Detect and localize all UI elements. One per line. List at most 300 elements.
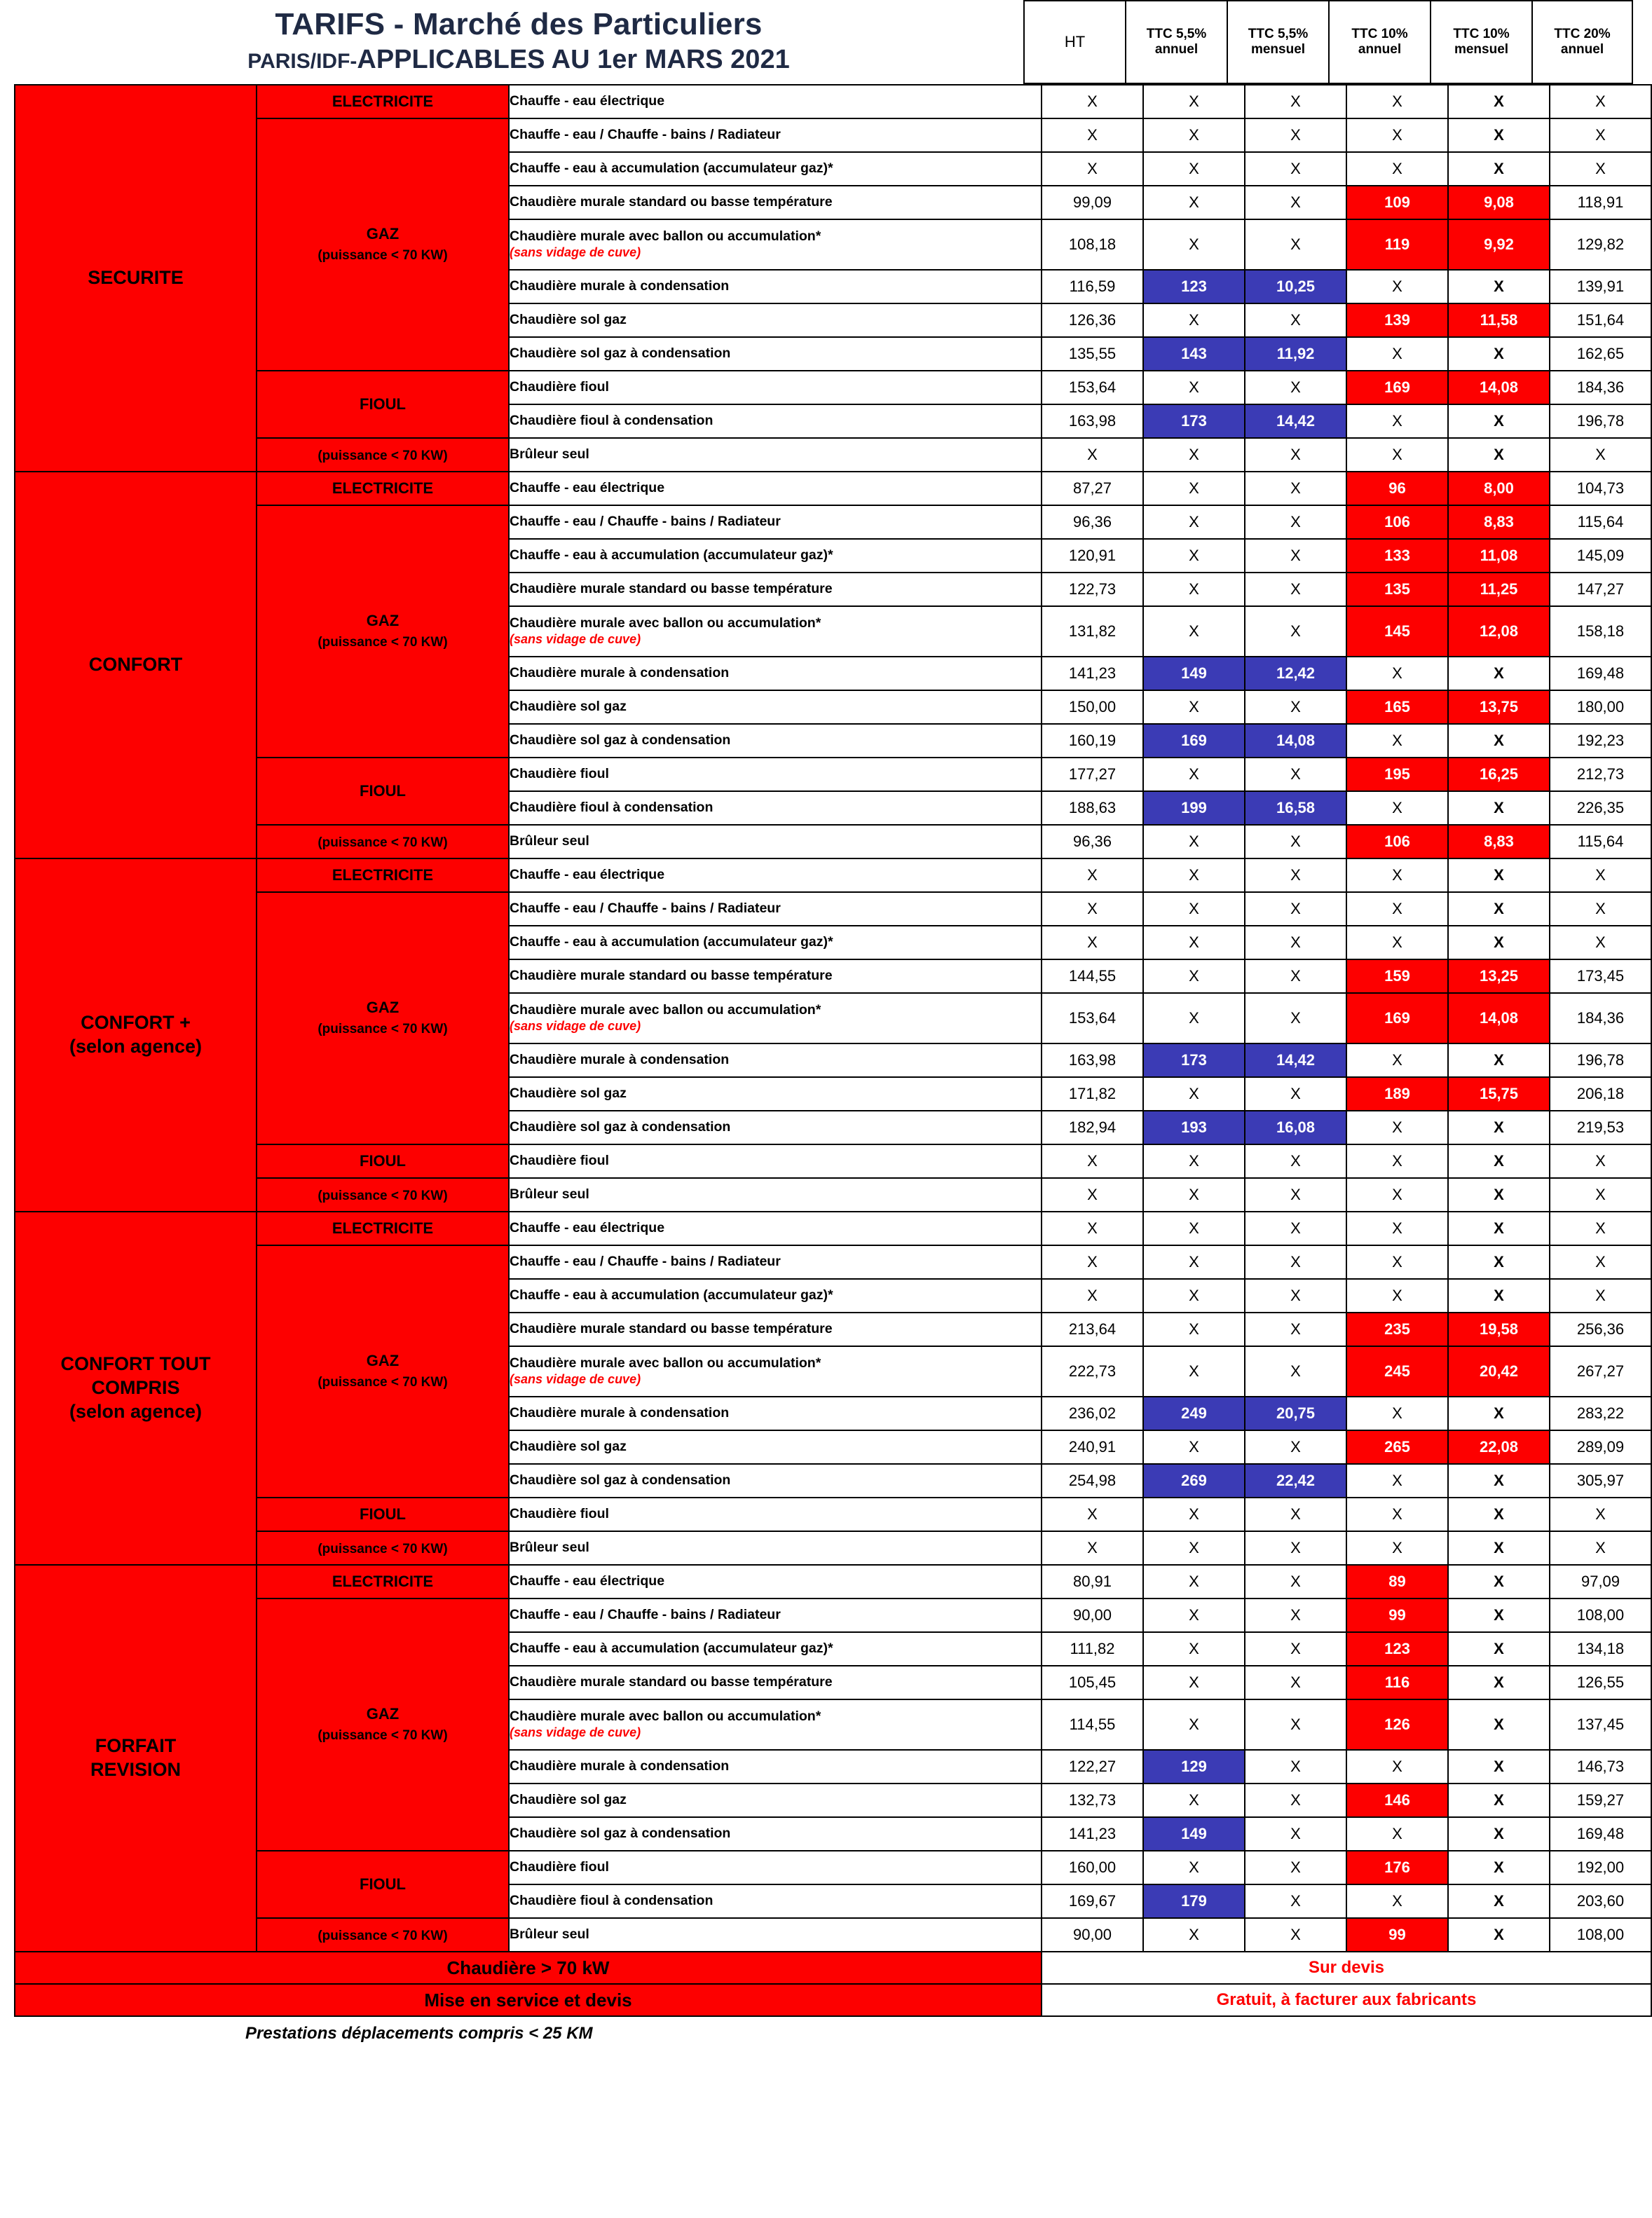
value-cell-1: X [1143,1531,1245,1565]
column-header-1: TTC 5,5% annuel [1125,0,1227,84]
value-cell-0: X [1042,1279,1143,1313]
value-cell-5: 129,82 [1550,219,1651,270]
value-cell-4: X [1448,1884,1550,1918]
value-cell-2: X [1245,690,1346,724]
row-description: Chaudière murale avec ballon ou accumulation* (sans vidage de cuve) [509,606,1042,657]
value-cell-2: X [1245,1599,1346,1632]
value-cell-2: 11,92 [1245,337,1346,371]
value-cell-1: X [1143,438,1245,472]
column-header-5: TTC 20% annuel [1531,0,1633,84]
value-cell-4: 15,75 [1448,1077,1550,1111]
value-cell-1: X [1143,505,1245,539]
value-cell-2: X [1245,303,1346,337]
value-cell-3: X [1346,1884,1448,1918]
value-cell-5: X [1550,1245,1651,1279]
row-description: Chaudière sol gaz à condensation [509,1464,1042,1498]
value-cell-1: 193 [1143,1111,1245,1144]
value-cell-4: X [1448,724,1550,758]
value-cell-4: X [1448,438,1550,472]
value-cell-1: 169 [1143,724,1245,758]
value-cell-0: 122,27 [1042,1750,1143,1784]
value-cell-2: X [1245,186,1346,219]
value-cell-3: X [1346,270,1448,303]
value-cell-1: X [1143,1498,1245,1531]
value-cell-0: 160,19 [1042,724,1143,758]
value-cell-0: 177,27 [1042,758,1143,791]
value-cell-0: 169,67 [1042,1884,1143,1918]
value-cell-2: X [1245,892,1346,926]
value-cell-3: X [1346,892,1448,926]
value-cell-2: X [1245,1144,1346,1178]
value-cell-3: 145 [1346,606,1448,657]
row-description: Brûleur seul [509,1178,1042,1212]
value-cell-1: X [1143,1599,1245,1632]
value-cell-3: 159 [1346,959,1448,993]
value-cell-3: X [1346,1212,1448,1245]
value-cell-4: X [1448,1464,1550,1498]
value-cell-0: X [1042,1498,1143,1531]
value-cell-0: X [1042,85,1143,118]
value-cell-3: 165 [1346,690,1448,724]
value-cell-4: X [1448,657,1550,690]
row-description: Chaudière fioul à condensation [509,404,1042,438]
value-cell-2: X [1245,825,1346,858]
value-cell-4: X [1448,926,1550,959]
value-cell-2: 16,58 [1245,791,1346,825]
value-cell-2: X [1245,1212,1346,1245]
value-cell-0: 160,00 [1042,1851,1143,1884]
value-cell-5: 158,18 [1550,606,1651,657]
value-cell-5: X [1550,892,1651,926]
row-description: Chaudière fioul [509,1498,1042,1531]
value-cell-0: 153,64 [1042,371,1143,404]
row-description: Chaudière fioul à condensation [509,1884,1042,1918]
footer-row-chaudiere [15,1952,1651,1984]
value-cell-0: 90,00 [1042,1599,1143,1632]
value-cell-2: X [1245,1750,1346,1784]
row-description: Chaudière fioul à condensation [509,791,1042,825]
value-cell-3: X [1346,1750,1448,1784]
value-cell-2: X [1245,1245,1346,1279]
value-cell-5: 219,53 [1550,1111,1651,1144]
row-description: Chaudière murale à condensation [509,657,1042,690]
energy-label-fioul: FIOUL [257,758,509,825]
value-cell-1: X [1143,858,1245,892]
value-cell-4: X [1448,404,1550,438]
value-cell-4: X [1448,1279,1550,1313]
value-cell-4: 14,08 [1448,993,1550,1043]
value-cell-2: 14,42 [1245,1043,1346,1077]
row-description: Chauffe - eau électrique [509,858,1042,892]
table-row [15,858,1651,892]
value-cell-5: 169,48 [1550,1817,1651,1851]
row-description: Chauffe - eau à accumulation (accumulateur gaz)* [509,539,1042,573]
value-cell-2: X [1245,993,1346,1043]
value-cell-3: 116 [1346,1666,1448,1699]
column-headers [1023,0,1633,84]
energy-label-electricite: ELECTRICITE [257,85,509,118]
value-cell-3: X [1346,404,1448,438]
value-cell-2: X [1245,85,1346,118]
value-cell-3: 195 [1346,758,1448,791]
value-cell-3: X [1346,926,1448,959]
value-cell-0: 90,00 [1042,1918,1143,1952]
value-cell-2: X [1245,505,1346,539]
value-cell-2: X [1245,1178,1346,1212]
energy-label-gaz: GAZ (puissance < 70 KW) [257,118,509,371]
value-cell-4: X [1448,858,1550,892]
value-cell-3: X [1346,657,1448,690]
value-cell-4: 20,42 [1448,1346,1550,1397]
table-row [15,85,1651,118]
value-cell-0: X [1042,858,1143,892]
value-cell-5: 108,00 [1550,1918,1651,1952]
value-cell-4: X [1448,152,1550,186]
value-cell-1: 129 [1143,1750,1245,1784]
row-description: Brûleur seul [509,1918,1042,1952]
value-cell-1: X [1143,118,1245,152]
value-cell-3: 135 [1346,573,1448,606]
value-cell-0: 222,73 [1042,1346,1143,1397]
value-cell-1: X [1143,1212,1245,1245]
energy-label-fioul: FIOUL [257,1851,509,1918]
value-cell-3: X [1346,337,1448,371]
row-description: Chaudière sol gaz à condensation [509,337,1042,371]
value-cell-0: 141,23 [1042,657,1143,690]
value-cell-3: X [1346,1279,1448,1313]
energy-label-fioul: FIOUL [257,371,509,438]
column-header-0: HT [1023,0,1125,84]
energy-label-electricite: ELECTRICITE [257,1565,509,1599]
value-cell-0: 188,63 [1042,791,1143,825]
value-cell-0: X [1042,1531,1143,1565]
value-cell-2: X [1245,1279,1346,1313]
row-description: Chaudière murale standard ou basse température [509,959,1042,993]
value-cell-3: X [1346,1245,1448,1279]
value-cell-4: X [1448,1599,1550,1632]
row-description: Chauffe - eau à accumulation (accumulateur gaz)* [509,1632,1042,1666]
value-cell-2: X [1245,539,1346,573]
energy-label-puissance: (puissance < 70 KW) [257,438,509,472]
row-description: Chauffe - eau à accumulation (accumulateur gaz)* [509,926,1042,959]
value-cell-1: X [1143,539,1245,573]
value-cell-5: 115,64 [1550,825,1651,858]
value-cell-0: X [1042,118,1143,152]
value-cell-4: X [1448,1666,1550,1699]
value-cell-3: 123 [1346,1632,1448,1666]
value-cell-0: X [1042,152,1143,186]
value-cell-1: X [1143,186,1245,219]
value-cell-0: 163,98 [1042,404,1143,438]
value-cell-1: 179 [1143,1884,1245,1918]
value-cell-1: X [1143,1666,1245,1699]
value-cell-1: X [1143,219,1245,270]
value-cell-2: X [1245,371,1346,404]
value-cell-2: X [1245,959,1346,993]
energy-label-gaz: GAZ (puissance < 70 KW) [257,1245,509,1498]
value-cell-2: X [1245,1531,1346,1565]
value-cell-5: 145,09 [1550,539,1651,573]
tariff-table [14,84,1652,2017]
value-cell-4: 16,25 [1448,758,1550,791]
value-cell-5: 192,00 [1550,1851,1651,1884]
value-cell-2: X [1245,152,1346,186]
value-cell-5: 147,27 [1550,573,1651,606]
value-cell-0: X [1042,1178,1143,1212]
value-cell-3: 139 [1346,303,1448,337]
value-cell-4: X [1448,118,1550,152]
value-cell-2: X [1245,1498,1346,1531]
value-cell-5: 126,55 [1550,1666,1651,1699]
value-cell-2: X [1245,858,1346,892]
value-cell-0: X [1042,926,1143,959]
value-cell-3: 99 [1346,1918,1448,1952]
energy-label-puissance: (puissance < 70 KW) [257,1178,509,1212]
value-cell-2: X [1245,1430,1346,1464]
value-cell-2: X [1245,926,1346,959]
value-cell-3: X [1346,1464,1448,1498]
value-cell-4: 22,08 [1448,1430,1550,1464]
value-cell-3: 189 [1346,1077,1448,1111]
value-cell-1: X [1143,1144,1245,1178]
page-subtitle [14,45,1023,75]
row-description: Chaudière fioul [509,371,1042,404]
value-cell-2: 16,08 [1245,1111,1346,1144]
value-cell-1: X [1143,1279,1245,1313]
value-cell-2: X [1245,219,1346,270]
value-cell-4: 8,83 [1448,825,1550,858]
value-cell-4: X [1448,1632,1550,1666]
row-description: Chauffe - eau électrique [509,85,1042,118]
value-cell-4: X [1448,1565,1550,1599]
effective-date-label: APPLICABLES AU 1er MARS 2021 [357,45,790,74]
value-cell-4: X [1448,1817,1550,1851]
table-row [15,472,1651,505]
table-row [15,1851,1651,1884]
value-cell-4: X [1448,1245,1550,1279]
value-cell-4: X [1448,892,1550,926]
value-cell-4: X [1448,270,1550,303]
value-cell-5: 196,78 [1550,404,1651,438]
value-cell-3: X [1346,791,1448,825]
value-cell-5: 139,91 [1550,270,1651,303]
row-description: Chaudière sol gaz [509,1430,1042,1464]
value-cell-4: 11,58 [1448,303,1550,337]
footer-value-2: Gratuit, à facturer aux fabricants [1042,1984,1651,2016]
table-row [15,438,1651,472]
value-cell-1: 269 [1143,1464,1245,1498]
value-cell-0: 99,09 [1042,186,1143,219]
table-row [15,1531,1651,1565]
value-cell-1: X [1143,1699,1245,1750]
energy-label-electricite: ELECTRICITE [257,472,509,505]
value-cell-1: X [1143,690,1245,724]
value-cell-0: X [1042,438,1143,472]
value-cell-4: X [1448,1531,1550,1565]
table-row [15,892,1651,926]
value-cell-5: 108,00 [1550,1599,1651,1632]
value-cell-1: 199 [1143,791,1245,825]
row-description: Brûleur seul [509,1531,1042,1565]
segment-label-0: SECURITE [15,85,257,472]
value-cell-0: 163,98 [1042,1043,1143,1077]
value-cell-3: X [1346,1043,1448,1077]
value-cell-0: 116,59 [1042,270,1143,303]
value-cell-3: X [1346,1498,1448,1531]
value-cell-4: 11,25 [1448,573,1550,606]
value-cell-2: X [1245,1632,1346,1666]
row-description: Chaudière murale à condensation [509,1750,1042,1784]
value-cell-5: X [1550,1279,1651,1313]
value-cell-1: X [1143,1632,1245,1666]
value-cell-3: 245 [1346,1346,1448,1397]
row-description: Chauffe - eau électrique [509,1212,1042,1245]
value-cell-1: X [1143,1784,1245,1817]
value-cell-1: 173 [1143,1043,1245,1077]
column-header-3: TTC 10% annuel [1328,0,1430,84]
value-cell-0: 132,73 [1042,1784,1143,1817]
value-cell-2: 10,25 [1245,270,1346,303]
value-cell-5: 212,73 [1550,758,1651,791]
value-cell-1: X [1143,1851,1245,1884]
value-cell-1: X [1143,1346,1245,1397]
title-block [14,0,1023,75]
value-cell-2: 20,75 [1245,1397,1346,1430]
value-cell-0: 144,55 [1042,959,1143,993]
value-cell-4: 14,08 [1448,371,1550,404]
region-label: PARIS/IDF- [247,50,357,73]
value-cell-1: X [1143,1178,1245,1212]
value-cell-4: X [1448,1498,1550,1531]
row-description: Chaudière fioul [509,1851,1042,1884]
value-cell-2: X [1245,573,1346,606]
value-cell-3: X [1346,1817,1448,1851]
value-cell-0: 131,82 [1042,606,1143,657]
footnote: Prestations déplacements compris < 25 KM [245,2024,593,2043]
value-cell-3: X [1346,858,1448,892]
value-cell-1: X [1143,959,1245,993]
value-cell-2: X [1245,1851,1346,1884]
energy-label-puissance: (puissance < 70 KW) [257,825,509,858]
value-cell-5: 115,64 [1550,505,1651,539]
footer-value-1: Sur devis [1042,1952,1651,1984]
value-cell-5: 134,18 [1550,1632,1651,1666]
row-description: Chaudière murale avec ballon ou accumulation* (sans vidage de cuve) [509,1346,1042,1397]
column-header-2: TTC 5,5% mensuel [1227,0,1328,84]
value-cell-1: 149 [1143,1817,1245,1851]
value-cell-5: X [1550,1498,1651,1531]
table-row [15,825,1651,858]
value-cell-0: 236,02 [1042,1397,1143,1430]
value-cell-3: X [1346,438,1448,472]
value-cell-2: 12,42 [1245,657,1346,690]
value-cell-3: 106 [1346,825,1448,858]
value-cell-4: X [1448,1750,1550,1784]
column-header-4: TTC 10% mensuel [1430,0,1531,84]
value-cell-3: 96 [1346,472,1448,505]
row-description: Chaudière murale à condensation [509,1397,1042,1430]
value-cell-4: 13,25 [1448,959,1550,993]
value-cell-5: 196,78 [1550,1043,1651,1077]
value-cell-4: X [1448,1144,1550,1178]
value-cell-4: X [1448,85,1550,118]
value-cell-5: 267,27 [1550,1346,1651,1397]
value-cell-5: X [1550,1144,1651,1178]
value-cell-3: X [1346,1178,1448,1212]
value-cell-5: 203,60 [1550,1884,1651,1918]
value-cell-5: 146,73 [1550,1750,1651,1784]
value-cell-0: 120,91 [1042,539,1143,573]
value-cell-3: X [1346,118,1448,152]
value-cell-3: X [1346,85,1448,118]
row-description: Chaudière murale standard ou basse température [509,1666,1042,1699]
row-description: Chaudière murale standard ou basse température [509,186,1042,219]
value-cell-4: X [1448,1851,1550,1884]
value-cell-0: 108,18 [1042,219,1143,270]
value-cell-5: 104,73 [1550,472,1651,505]
value-cell-2: X [1245,1884,1346,1918]
value-cell-3: 133 [1346,539,1448,573]
value-cell-2: X [1245,118,1346,152]
table-row [15,371,1651,404]
table-row [15,1565,1651,1599]
value-cell-2: X [1245,1313,1346,1346]
segment-label-1: CONFORT [15,472,257,858]
row-description: Brûleur seul [509,438,1042,472]
value-cell-0: 240,91 [1042,1430,1143,1464]
energy-label-fioul: FIOUL [257,1144,509,1178]
value-cell-2: X [1245,1346,1346,1397]
value-cell-1: X [1143,758,1245,791]
value-cell-4: X [1448,1212,1550,1245]
footer-row-mise-en-service [15,1984,1651,2016]
value-cell-0: 87,27 [1042,472,1143,505]
energy-label-gaz: GAZ (puissance < 70 KW) [257,1599,509,1851]
value-cell-2: X [1245,1565,1346,1599]
value-cell-1: X [1143,1245,1245,1279]
value-cell-1: X [1143,371,1245,404]
value-cell-3: X [1346,152,1448,186]
energy-label-electricite: ELECTRICITE [257,858,509,892]
table-row [15,1144,1651,1178]
value-cell-1: X [1143,926,1245,959]
value-cell-3: X [1346,1531,1448,1565]
row-description: Chauffe - eau / Chauffe - bains / Radiateur [509,1245,1042,1279]
value-cell-5: 184,36 [1550,371,1651,404]
value-cell-0: 153,64 [1042,993,1143,1043]
table-row [15,758,1651,791]
value-cell-5: 226,35 [1550,791,1651,825]
row-description: Chaudière sol gaz [509,1784,1042,1817]
row-description: Brûleur seul [509,825,1042,858]
value-cell-5: X [1550,1531,1651,1565]
table-row [15,118,1651,152]
segment-label-2: CONFORT + (selon agence) [15,858,257,1212]
row-description: Chauffe - eau / Chauffe - bains / Radiateur [509,505,1042,539]
value-cell-5: 159,27 [1550,1784,1651,1817]
segment-label-4: FORFAIT REVISION [15,1565,257,1952]
table-row [15,505,1651,539]
value-cell-4: 8,00 [1448,472,1550,505]
value-cell-4: X [1448,1699,1550,1750]
value-cell-4: 8,83 [1448,505,1550,539]
row-description: Chauffe - eau électrique [509,1565,1042,1599]
value-cell-1: X [1143,1430,1245,1464]
row-description: Chaudière murale avec ballon ou accumulation* (sans vidage de cuve) [509,993,1042,1043]
value-cell-0: 96,36 [1042,825,1143,858]
value-cell-5: 289,09 [1550,1430,1651,1464]
value-cell-5: 97,09 [1550,1565,1651,1599]
